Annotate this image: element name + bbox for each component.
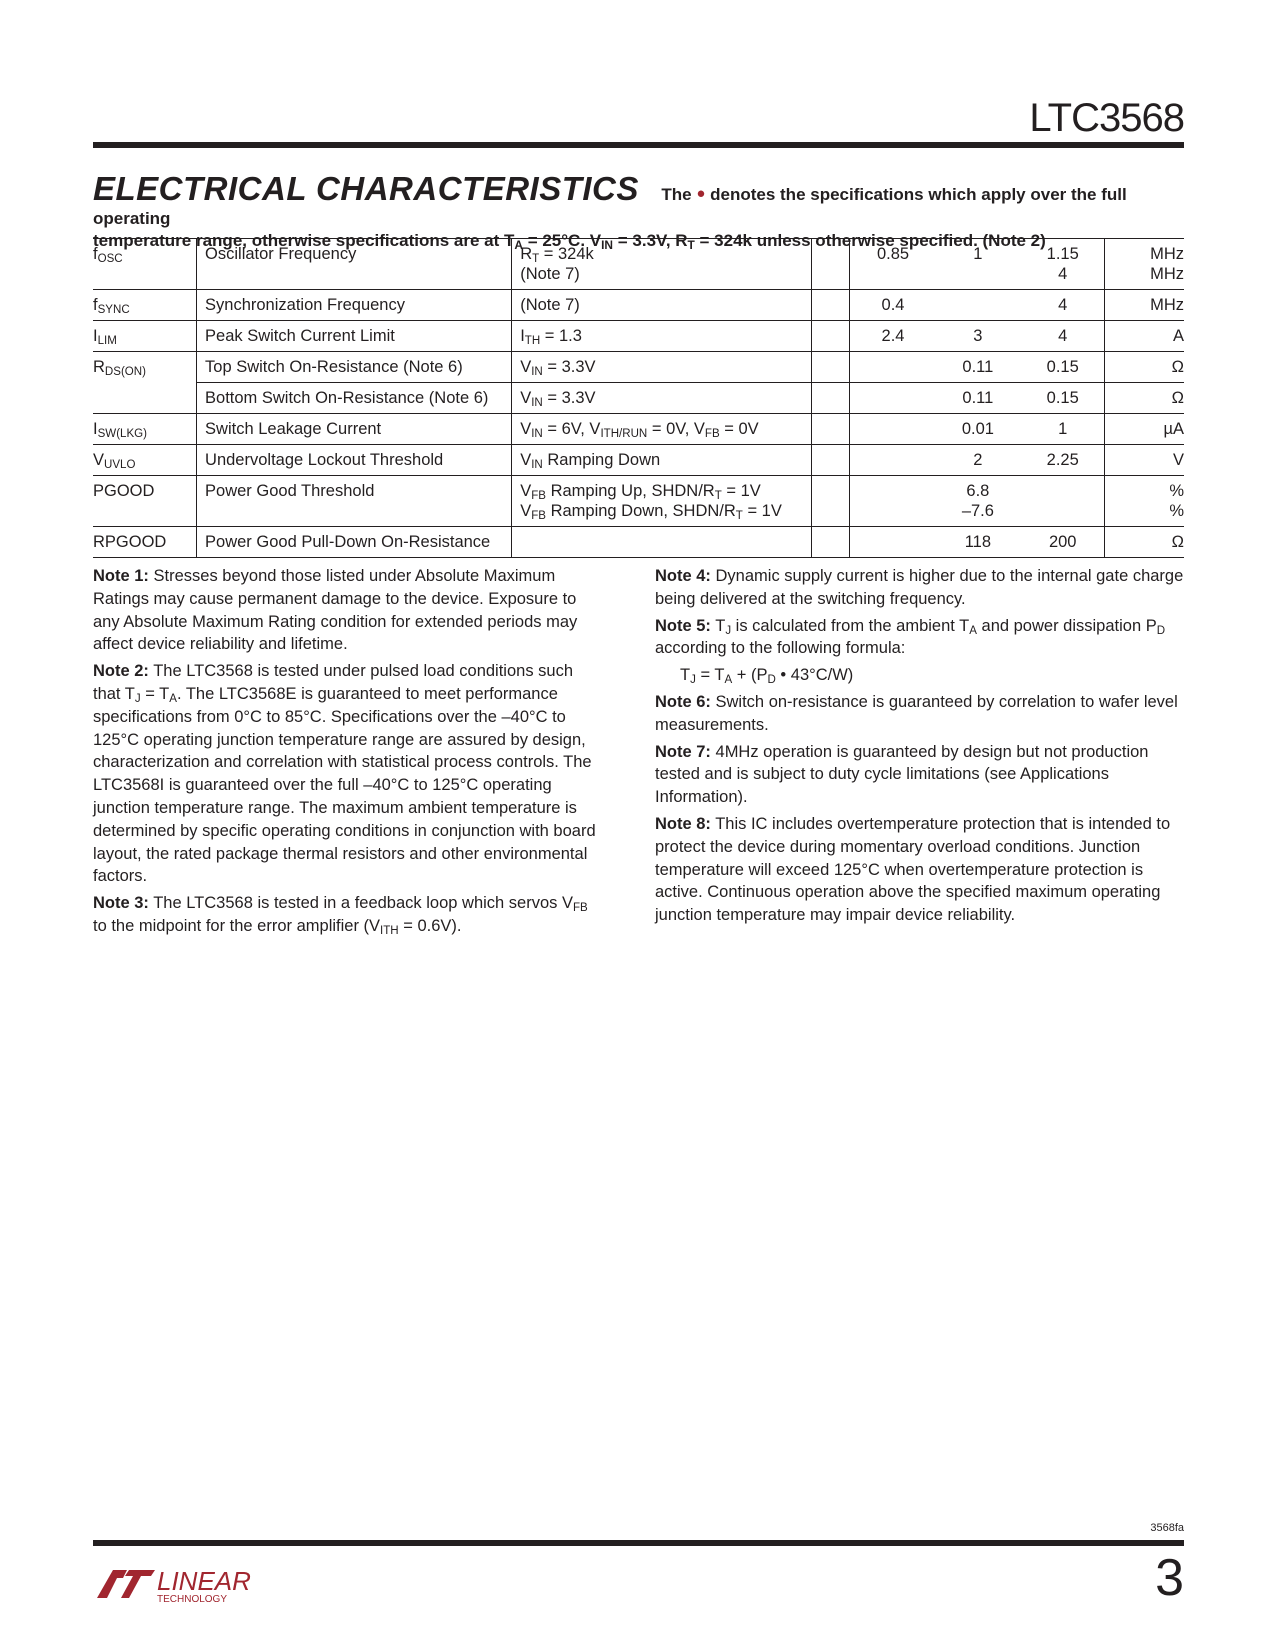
typ-cell: 0.01 — [934, 414, 1019, 445]
notes-left-column — [93, 565, 603, 942]
max-cell: 4 — [1019, 321, 1104, 352]
unit-cell: µA — [1105, 414, 1184, 445]
parameter-cell: Oscillator Frequency — [197, 239, 512, 290]
symbol-cell: $f_{OSC}$ — [93, 239, 197, 290]
table-row — [93, 527, 1184, 558]
bullet-cell — [812, 445, 849, 476]
bullet-cell — [812, 290, 849, 321]
conditions-cell: (Note 7) — [512, 290, 812, 321]
conditions-cell: $V_{IN} = 3.3V$ — [512, 352, 812, 383]
table-row — [93, 476, 1184, 527]
typ-cell — [934, 290, 1019, 321]
min-cell — [849, 445, 934, 476]
typ-cell: 3 — [934, 321, 1019, 352]
bullet-cell — [812, 352, 849, 383]
parameter-cell: Undervoltage Lockout Threshold — [197, 445, 512, 476]
parameter-cell: Top Switch On-Resistance (Note 6) — [197, 352, 512, 383]
table-row — [93, 383, 1184, 414]
linear-technology-logo — [93, 1556, 263, 1604]
spec-table — [93, 238, 1184, 558]
bottom-rule — [93, 1540, 1184, 1546]
parameter-cell: Peak Switch Current Limit — [197, 321, 512, 352]
bullet-cell — [812, 321, 849, 352]
typ-cell: 118 — [934, 527, 1019, 558]
min-cell: 0.4 — [849, 290, 934, 321]
note-3: Note 3: The LTC3568 is tested in a feedback loop which servos $V_{FB}$ to the midpoint for the error amplifier $(V_{ITH} = 0.6V)$. — [93, 894, 588, 937]
document-code: 3568fa — [1150, 1522, 1184, 1534]
bullet-cell — [812, 239, 849, 290]
min-cell: 0.85 — [849, 239, 934, 290]
min-cell — [849, 352, 934, 383]
bullet-cell — [812, 476, 849, 527]
bullet-cell — [812, 414, 849, 445]
table-row — [93, 290, 1184, 321]
top-rule — [93, 142, 1184, 148]
min-cell — [849, 414, 934, 445]
table-row — [93, 414, 1184, 445]
typ-cell: 1 — [934, 239, 1019, 290]
unit-cell: Ω — [1105, 527, 1184, 558]
subtitle-line-1: The ● denotes the specifications which apply over the full operating — [93, 185, 1127, 228]
conditions-cell: $R_T = 324k$ (Note 7) — [512, 239, 812, 290]
parameter-cell: Switch Leakage Current — [197, 414, 512, 445]
logo-subword: TECHNOLOGY — [157, 1594, 228, 1604]
note-7: Note 7: 4MHz operation is guaranteed by design but not production tested and is subject to duty cycle limitations (see Applications Information). — [655, 742, 1149, 807]
symbol-cell — [93, 383, 197, 414]
conditions-cell: $I_{TH} = 1.3$ — [512, 321, 812, 352]
table-row — [93, 352, 1184, 383]
parameter-cell: Synchronization Frequency — [197, 290, 512, 321]
logo-word: LINEAR — [157, 1566, 251, 1596]
conditions-cell: $V_{IN} = 3.3V$ — [512, 383, 812, 414]
note-6: Note 6: Switch on-resistance is guaranteed by correlation to wafer level measurements. — [655, 692, 1178, 734]
subtitle-line-2: temperature range, otherwise specifications are at $T_A = 25^\circ C$. $V_{IN} = 3.3V$, $R_T = 324k$ unless otherwise specified. (Note 2) — [93, 231, 1046, 252]
min-cell: 2.4 — [849, 321, 934, 352]
section-title: ELECTRICAL CHARACTERISTICS — [93, 170, 639, 207]
unit-cell: A — [1105, 321, 1184, 352]
symbol-cell: $I_{LIM}$ — [93, 321, 197, 352]
note-5: Note 5: $T_J$ is calculated from the ambient $T_A$ and power dissipation $P_D$ according to the following formula: — [655, 616, 1166, 658]
part-number: LTC3568 — [1029, 96, 1184, 140]
min-cell — [849, 383, 934, 414]
symbol-cell: $R_{DS(ON)}$ — [93, 352, 197, 383]
bullet-cell — [812, 527, 849, 558]
note-2: Note 2: The LTC3568 is tested under pulsed load conditions such that $T_J = T_A$. The LTC3568E is guaranteed to meet performance specifications from 0°C to 85°C. Specifications over the –40°C to 125°C operating junction temperature range are assured by design, characterization and correlation with statistical process controls. The LTC3568I is guaranteed over the full –40°C to 125°C operating junction temperature range. The maximum ambient temperature is determined by specific operating conditions in conjunction with board layout, the rated package thermal resistors and other environmental factors. — [93, 662, 596, 886]
unit-cell: Ω — [1105, 383, 1184, 414]
max-cell: 4 — [1019, 290, 1104, 321]
bullet-cell — [812, 383, 849, 414]
max-cell: 1.15 4 — [1019, 239, 1104, 290]
conditions-cell: $V_{IN}$ Ramping Down — [512, 445, 812, 476]
max-cell — [1019, 476, 1104, 527]
conditions-cell: $V_{FB}$ Ramping Up, SHDN/$R_T = 1V$ $V_{FB}$ Ramping Down, SHDN/$R_T = 1V$ — [512, 476, 812, 527]
unit-cell: V — [1105, 445, 1184, 476]
symbol-cell: $V_{UVLO}$ — [93, 445, 197, 476]
max-cell: 0.15 — [1019, 383, 1104, 414]
lt-mark-icon — [97, 1570, 155, 1598]
note-8: Note 8: This IC includes overtemperature protection that is intended to protect the device during momentary overload conditions. Junction temperature will exceed 125°C when overtemperature protection is active. Continuous operation above the specified maximum operating junction temperature may impair device reliability. — [655, 814, 1171, 925]
bullet-icon: ● — [696, 185, 706, 202]
unit-cell: Ω — [1105, 352, 1184, 383]
max-cell: 200 — [1019, 527, 1104, 558]
note-4: Note 4: Dynamic supply current is higher due to the internal gate charge being delivered at the switching frequency. — [655, 567, 1184, 608]
unit-cell: MHz MHz — [1105, 239, 1184, 290]
max-cell: 2.25 — [1019, 445, 1104, 476]
min-cell — [849, 527, 934, 558]
typ-cell: 2 — [934, 445, 1019, 476]
symbol-cell: RPGOOD — [93, 527, 197, 558]
parameter-cell: Power Good Threshold — [197, 476, 512, 527]
table-row — [93, 445, 1184, 476]
symbol-cell: $I_{SW(LKG)}$ — [93, 414, 197, 445]
max-cell: 0.15 — [1019, 352, 1104, 383]
conditions-cell — [512, 527, 812, 558]
symbol-cell: $f_{SYNC}$ — [93, 290, 197, 321]
table-row — [93, 321, 1184, 352]
symbol-cell: PGOOD — [93, 476, 197, 527]
typ-cell: 0.11 — [934, 383, 1019, 414]
note-1: Note 1: Stresses beyond those listed under Absolute Maximum Ratings may cause permanent damage to the device. Exposure to any Absolute Maximum Rating condition for extended periods may affect device reliability and lifetime. — [93, 567, 578, 654]
parameter-cell: Bottom Switch On-Resistance (Note 6) — [197, 383, 512, 414]
notes-right-column — [655, 565, 1185, 931]
page-number: 3 — [1155, 1549, 1184, 1607]
conditions-cell: $V_{IN} = 6V$, $V_{ITH/RUN} = 0V$, $V_{FB} = 0V$ — [512, 414, 812, 445]
unit-cell: % % — [1105, 476, 1184, 527]
table-row — [93, 239, 1184, 290]
max-cell: 1 — [1019, 414, 1104, 445]
typ-cell: 0.11 — [934, 352, 1019, 383]
unit-cell: MHz — [1105, 290, 1184, 321]
typ-cell: 6.8 –7.6 — [934, 476, 1019, 527]
formula: $T_J = T_A + (P_D$ • 43°C/W) — [680, 666, 854, 687]
parameter-cell: Power Good Pull-Down On-Resistance — [197, 527, 512, 558]
min-cell — [849, 476, 934, 527]
